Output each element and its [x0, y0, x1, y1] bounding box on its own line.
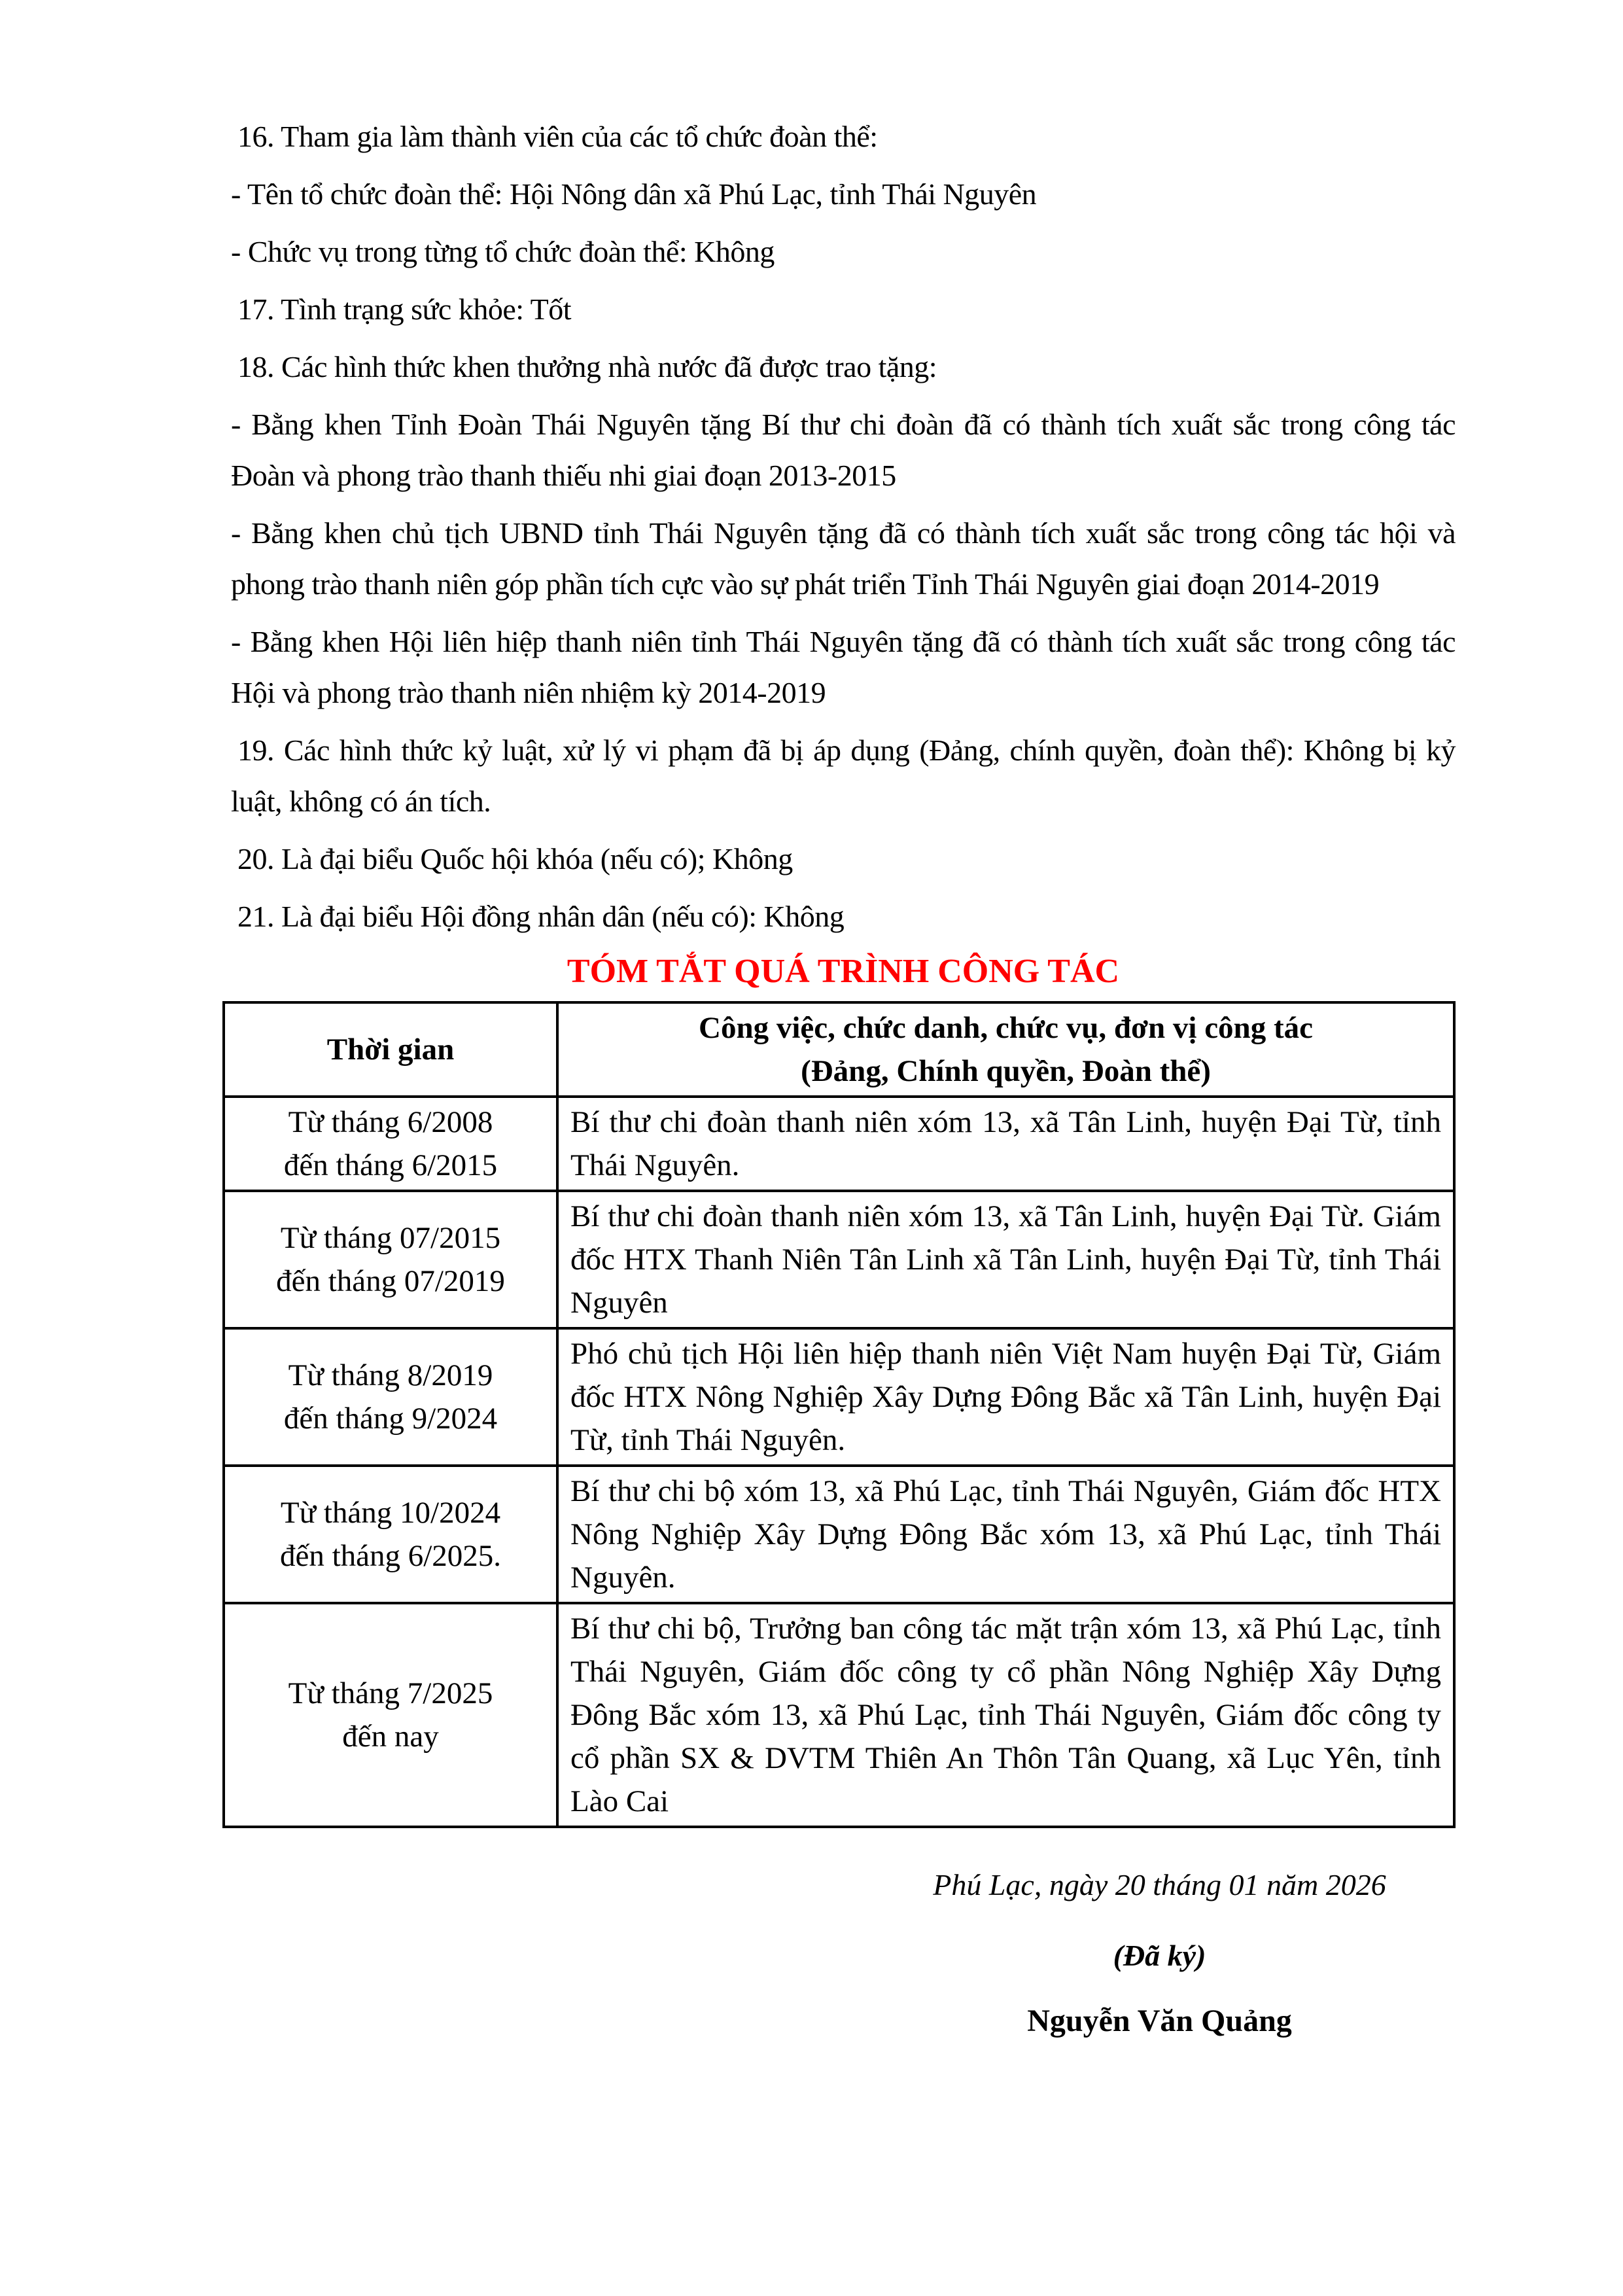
- time-line: đến tháng 6/2015: [283, 1148, 498, 1182]
- signature-signed-note: (Đã ký): [1113, 1939, 1206, 1972]
- table-row: [224, 1328, 1454, 1466]
- time-cell: [224, 1191, 557, 1328]
- table-header-row: [224, 1002, 1454, 1097]
- time-cell: [224, 1097, 557, 1191]
- body-paragraph: 16. Tham gia làm thành viên của các tổ chức đoàn thể:: [237, 120, 878, 153]
- body-paragraph: 17. Tình trạng sức khỏe: Tốt: [237, 292, 572, 326]
- body-paragraph: - Bằng khen chủ tịch UBND tỉnh Thái Nguyên tặng đã có thành tích xuất sắc trong công tác hội và phong trào thanh niên góp phần tích cực vào sự phát triển Tỉnh Thái Nguyên giai đoạn 2014-2019: [231, 516, 1456, 601]
- time-line: Từ tháng 8/2019: [288, 1358, 493, 1392]
- body-paragraph: 21. Là đại biểu Hội đồng nhân dân (nếu có): Không: [237, 900, 845, 933]
- time-cell: [224, 1328, 557, 1466]
- time-line: đến tháng 07/2019: [276, 1264, 505, 1298]
- time-line: Từ tháng 07/2015: [280, 1221, 501, 1255]
- signature-name: Nguyễn Văn Quảng: [1027, 2004, 1292, 2038]
- table-row: [224, 1097, 1454, 1191]
- signature-place-date: Phú Lạc, ngày 20 tháng 01 năm 2026: [933, 1868, 1386, 1901]
- body-paragraph: - Chức vụ trong từng tổ chức đoàn thể: Không: [231, 235, 775, 268]
- body-paragraph: 19. Các hình thức kỷ luật, xử lý vi phạm đã bị áp dụng (Đảng, chính quyền, đoàn thể): Không bị kỷ luật, không có án tích.: [231, 733, 1456, 818]
- body-paragraph: 18. Các hình thức khen thưởng nhà nước đã được trao tặng:: [237, 350, 937, 383]
- work-cell: Bí thư chi bộ xóm 13, xã Phú Lạc, tỉnh Thái Nguyên, Giám đốc HTX Nông Nghiệp Xây Dựng Đông Bắc xóm 13, xã Phú Lạc, tỉnh Thái Nguyên.: [557, 1466, 1454, 1603]
- work-history-table: [222, 1001, 1456, 1828]
- time-cell: [224, 1466, 557, 1603]
- work-cell: Bí thư chi đoàn thanh niên xóm 13, xã Tân Linh, huyện Đại Từ. Giám đốc HTX Thanh Niên Tân Linh xã Tân Linh, huyện Đại Từ, tỉnh Thái Nguyên: [557, 1191, 1454, 1328]
- table-row: [224, 1466, 1454, 1603]
- body-paragraph: 20. Là đại biểu Quốc hội khóa (nếu có); Không: [237, 842, 793, 875]
- time-line: đến nay: [342, 1720, 439, 1754]
- work-cell: Bí thư chi bộ, Trưởng ban công tác mặt trận xóm 13, xã Phú Lạc, tỉnh Thái Nguyên, Giám đốc công ty cổ phần Nông Nghiệp Xây Dựng Đông Bắc xóm 13, xã Phú Lạc, tỉnh Thái Nguyên, Giám đốc công ty cổ phần SX & DVTM Thiên An Thôn Tân Quang, xã Lục Yên, tỉnh Lào Cai: [557, 1603, 1454, 1827]
- table-header-work-line2: (Đảng, Chính quyền, Đoàn thể): [801, 1054, 1211, 1088]
- time-line: Từ tháng 10/2024: [280, 1496, 501, 1530]
- table-header-work-line1: Công việc, chức danh, chức vụ, đơn vị công tác: [699, 1011, 1313, 1045]
- table-header-time: Thời gian: [224, 1002, 557, 1097]
- time-line: đến tháng 6/2025.: [279, 1539, 502, 1573]
- work-cell: Phó chủ tịch Hội liên hiệp thanh niên Việt Nam huyện Đại Từ, Giám đốc HTX Nông Nghiệp Xây Dựng Đông Bắc xã Tân Linh, huyện Đại Từ, tỉnh Thái Nguyên.: [557, 1328, 1454, 1466]
- signature-block: [864, 1860, 1456, 2047]
- table-row: [224, 1603, 1454, 1827]
- body-paragraph: - Tên tổ chức đoàn thể: Hội Nông dân xã Phú Lạc, tỉnh Thái Nguyên: [231, 177, 1037, 211]
- time-line: Từ tháng 7/2025: [288, 1676, 493, 1710]
- time-cell: [224, 1603, 557, 1827]
- section-title: TÓM TẮT QUÁ TRÌNH CÔNG TÁC: [567, 953, 1120, 990]
- table-header-work: [557, 1002, 1454, 1097]
- body-paragraph: - Bằng khen Tỉnh Đoàn Thái Nguyên tặng Bí thư chi đoàn đã có thành tích xuất sắc trong công tác Đoàn và phong trào thanh thiếu nhi giai đoạn 2013-2015: [231, 408, 1456, 492]
- time-line: đến tháng 9/2024: [283, 1402, 498, 1436]
- work-cell: Bí thư chi đoàn thanh niên xóm 13, xã Tân Linh, huyện Đại Từ, tỉnh Thái Nguyên.: [557, 1097, 1454, 1191]
- time-line: Từ tháng 6/2008: [288, 1105, 493, 1139]
- body-paragraph: - Bằng khen Hội liên hiệp thanh niên tỉnh Thái Nguyên tặng đã có thành tích xuất sắc trong công tác Hội và phong trào thanh niên nhiệm kỳ 2014-2019: [231, 625, 1456, 709]
- table-row: [224, 1191, 1454, 1328]
